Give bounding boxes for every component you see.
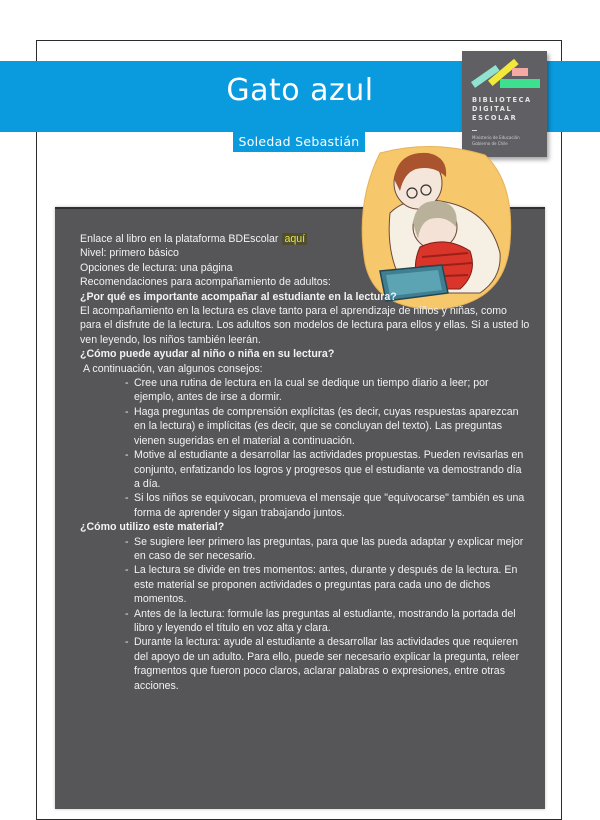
list-item: - Si los niños se equivocan, promueva el mensaje que "equivocarse" también es una forma de aprender y sigan trabajando juntos. (125, 491, 530, 520)
list-item: - Haga preguntas de comprensión explícitas (es decir, cuyas respuestas aparezcan en la lectura) e implícitas (es decir, que se concluyan del texto). Las preguntas vienen sugeridas en el material a continuación. (125, 405, 530, 448)
list-item: - Motive al estudiante a desarrollar las actividades propuestas. Pueden revisarlas en conjunto, enfatizando los logros y progresos que el estudiante va demostrando día a día. (125, 448, 530, 491)
list-item: - Antes de la lectura: formule las preguntas al estudiante, mostrando la portada del libro y leyendo el título en voz alta y clara. (125, 607, 530, 636)
section-intro: A continuación, van algunos consejos: (83, 362, 263, 375)
usage-list (80, 535, 530, 693)
section-heading: ¿Cómo utilizo este material? (80, 521, 225, 534)
author-label: Soledad Sebastián (233, 131, 365, 152)
document-body (80, 232, 530, 693)
book-title: Gato azul (226, 73, 374, 108)
biblioteca-digital-logo (462, 51, 547, 157)
logo-ministry: Ministerio de Educación Gobierno de Chile (472, 135, 520, 146)
section-heading: ¿Cómo puede ayudar al niño o niña en su lectura? (80, 348, 335, 361)
reading-options-line: Opciones de lectura: una página (80, 261, 233, 274)
section-body: El acompañamiento en la lectura es clave tanto para el aprendizaje de niños y niñas, como para el disfrute de la lectura. Los adultos son modelos de lectura para ellos y ellas. Si a usted lo ven leyendo, los niños también leerán. (80, 305, 530, 346)
list-item: - La lectura se divide en tres momentos: antes, durante y después de la lectura. En este material se proponen actividades o preguntas para cada uno de dichos momentos. (125, 563, 530, 606)
section-heading: ¿Por qué es importante acompañar al estudiante en la lectura? (80, 290, 397, 303)
logo-stripes-icon (470, 59, 540, 93)
recommendations-line: Recomendaciones para acompañamiento de adultos: (80, 276, 331, 289)
logo-wordmark: BIBLIOTECA DIGITAL ESCOLAR (472, 96, 532, 122)
tips-list (80, 376, 530, 520)
book-link-aqui[interactable]: aquí (284, 233, 306, 245)
list-item: - Cree una rutina de lectura en la cual se dedique un tiempo diario a leer; por ejemplo, antes de irse a dormir. (125, 376, 530, 405)
logo-divider (472, 130, 477, 131)
book-link-line: Enlace al libro en la plataforma BDEscolar aquí (80, 233, 306, 245)
list-item: - Se sugiere leer primero las preguntas, para que las pueda adaptar y explicar mejor en caso de ser necesario. (125, 535, 530, 564)
level-line: Nivel: primero básico (80, 247, 179, 260)
list-item: - Durante la lectura: ayude al estudiante a desarrollar las actividades que requieren del apoyo de un adulto. Para ello, puede ser necesario explicar la pregunta, releer fragmentos que fueron poco claros, aclarar palabras o expresiones, entre otras acciones. (125, 635, 530, 693)
